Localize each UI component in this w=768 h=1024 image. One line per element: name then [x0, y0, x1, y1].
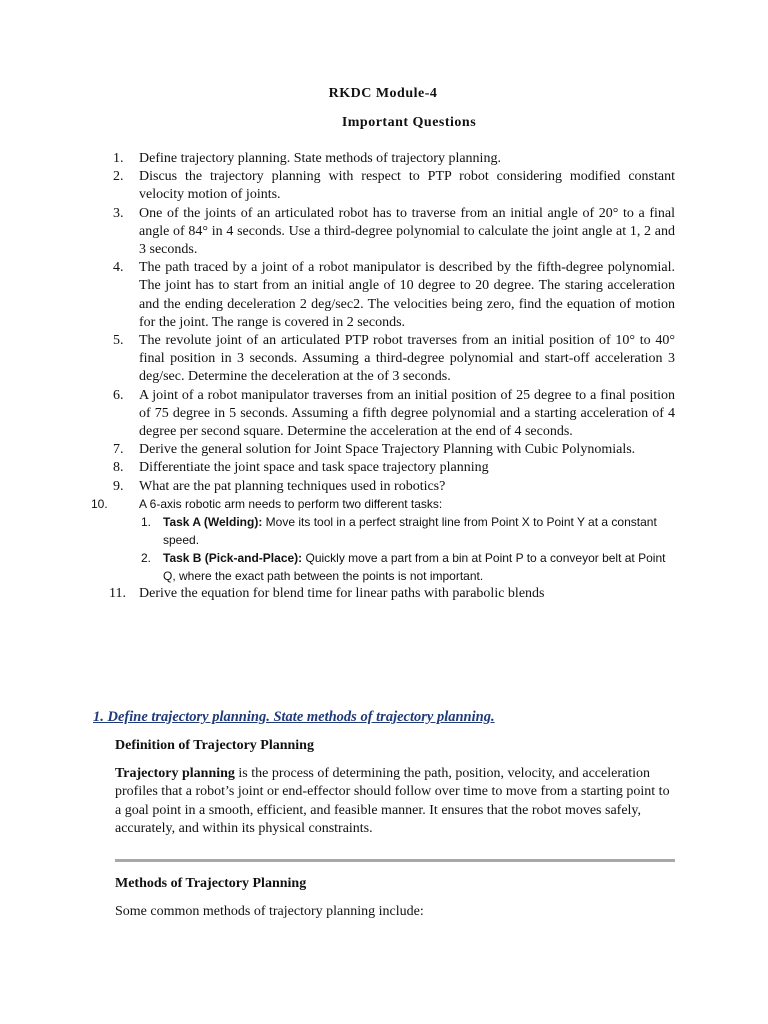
- subtask-text: Move its tool in a perfect straight line from Point X to Point Y at a constant speed.: [163, 514, 657, 547]
- question-text: Differentiate the joint space and task space trajectory planning: [139, 460, 489, 476]
- subtask-item: [91, 549, 675, 585]
- question-number: 9.: [113, 478, 124, 494]
- answer-heading: 1. Define trajectory planning. State methods of trajectory planning.: [93, 709, 495, 725]
- question-list: [91, 150, 675, 603]
- question-number: 7.: [113, 442, 124, 458]
- question-item: [113, 441, 675, 459]
- question-text: Define trajectory planning. State methods of trajectory planning.: [139, 151, 501, 166]
- question-number: 8.: [113, 460, 124, 476]
- subtask-label: Task A (Welding):: [163, 514, 263, 529]
- page-subtitle: Important Questions: [341, 115, 477, 130]
- question-item: [109, 585, 675, 603]
- question-item: [113, 459, 675, 477]
- question-number: 1.: [113, 151, 124, 166]
- methods-heading: Methods of Trajectory Planning: [115, 876, 307, 891]
- question-text: A joint of a robot manipulator traverses from an initial position of 25 degree to a final position of 75 degree in 5 seconds. Assuming a fifth degree polynomial and a starting acceleration of 4 degree per second square. Determine the acceleration at the end of 4 seconds.: [139, 387, 675, 440]
- subtask-item: [91, 513, 675, 549]
- question-number: 10.: [91, 496, 108, 511]
- question-text: The revolute joint of an articulated PTP robot traverses from an initial position of 10° to 40° final position in 3 seconds. Assuming a third-degree polynomial and start-off acceleration 3 deg/sec. Determine the deceleration at the of 3 seconds.: [139, 333, 675, 385]
- question-item: [113, 332, 675, 387]
- subtask-text: Quickly move a part from a bin at Point P to a conveyor belt at Point Q, where the exact path between the points is not important.: [163, 550, 666, 583]
- question-item: [113, 150, 675, 168]
- module-title: RKDC Module-4: [328, 86, 438, 101]
- methods-intro: Some common methods of trajectory planning include:: [115, 904, 424, 919]
- horizontal-divider: [115, 859, 675, 862]
- definition-heading: Definition of Trajectory Planning: [115, 738, 314, 753]
- question-text: What are the pat planning techniques used in robotics?: [139, 478, 446, 494]
- question-item: [91, 496, 675, 585]
- question-number: 4.: [113, 260, 124, 276]
- question-number: 2.: [113, 169, 124, 185]
- question-text: One of the joints of an articulated robot has to traverse from an initial angle of 20° to a final angle of 84° in 4 seconds. Use a third-degree polynomial to calculate the joint angle at 1, 2 and 3 seconds.: [139, 205, 675, 258]
- question-item: [113, 478, 675, 496]
- question-text: Discus the trajectory planning with respect to PTP robot considering modified constant velocity motion of joints.: [139, 169, 675, 203]
- definition-text: is the process of determining the path, position, velocity, and acceleration profiles that a robot’s joint or end-effector should follow over time to move from a starting point to a goal point in a smooth, efficient, and feasible manner. It ensures that the robot moves safely, accurately, and within its physical constraints.: [115, 766, 670, 836]
- question-item: [113, 205, 675, 260]
- question-number: 5.: [113, 333, 124, 349]
- question-text: The path traced by a joint of a robot manipulator is described by the fifth-degree polynomial. The joint has to start from an initial angle of 10 degree to 20 degree. The staring acceleration and the ending deceleration 2 deg/sec2. The velocities being zero, find the equation of motion for the joint. The range is covered in 2 seconds.: [139, 260, 675, 330]
- subtask-number: 2.: [141, 550, 152, 565]
- definition-paragraph: [115, 765, 675, 838]
- question-text: A 6-axis robotic arm needs to perform two different tasks:: [139, 496, 443, 511]
- subtask-number: 1.: [141, 514, 152, 529]
- question-item: [113, 168, 675, 204]
- subtask-list: [91, 513, 675, 585]
- question-item: [113, 259, 675, 332]
- question-number: 11.: [109, 585, 126, 601]
- subtask-label: Task B (Pick-and-Place):: [163, 550, 303, 565]
- question-number: 3.: [113, 205, 124, 221]
- question-text: Derive the equation for blend time for linear paths with parabolic blends: [139, 585, 545, 601]
- question-item: [113, 387, 675, 442]
- definition-term: Trajectory planning: [115, 766, 235, 781]
- question-text: Derive the general solution for Joint Space Trajectory Planning with Cubic Polynomials.: [139, 442, 636, 458]
- question-number: 6.: [113, 387, 124, 403]
